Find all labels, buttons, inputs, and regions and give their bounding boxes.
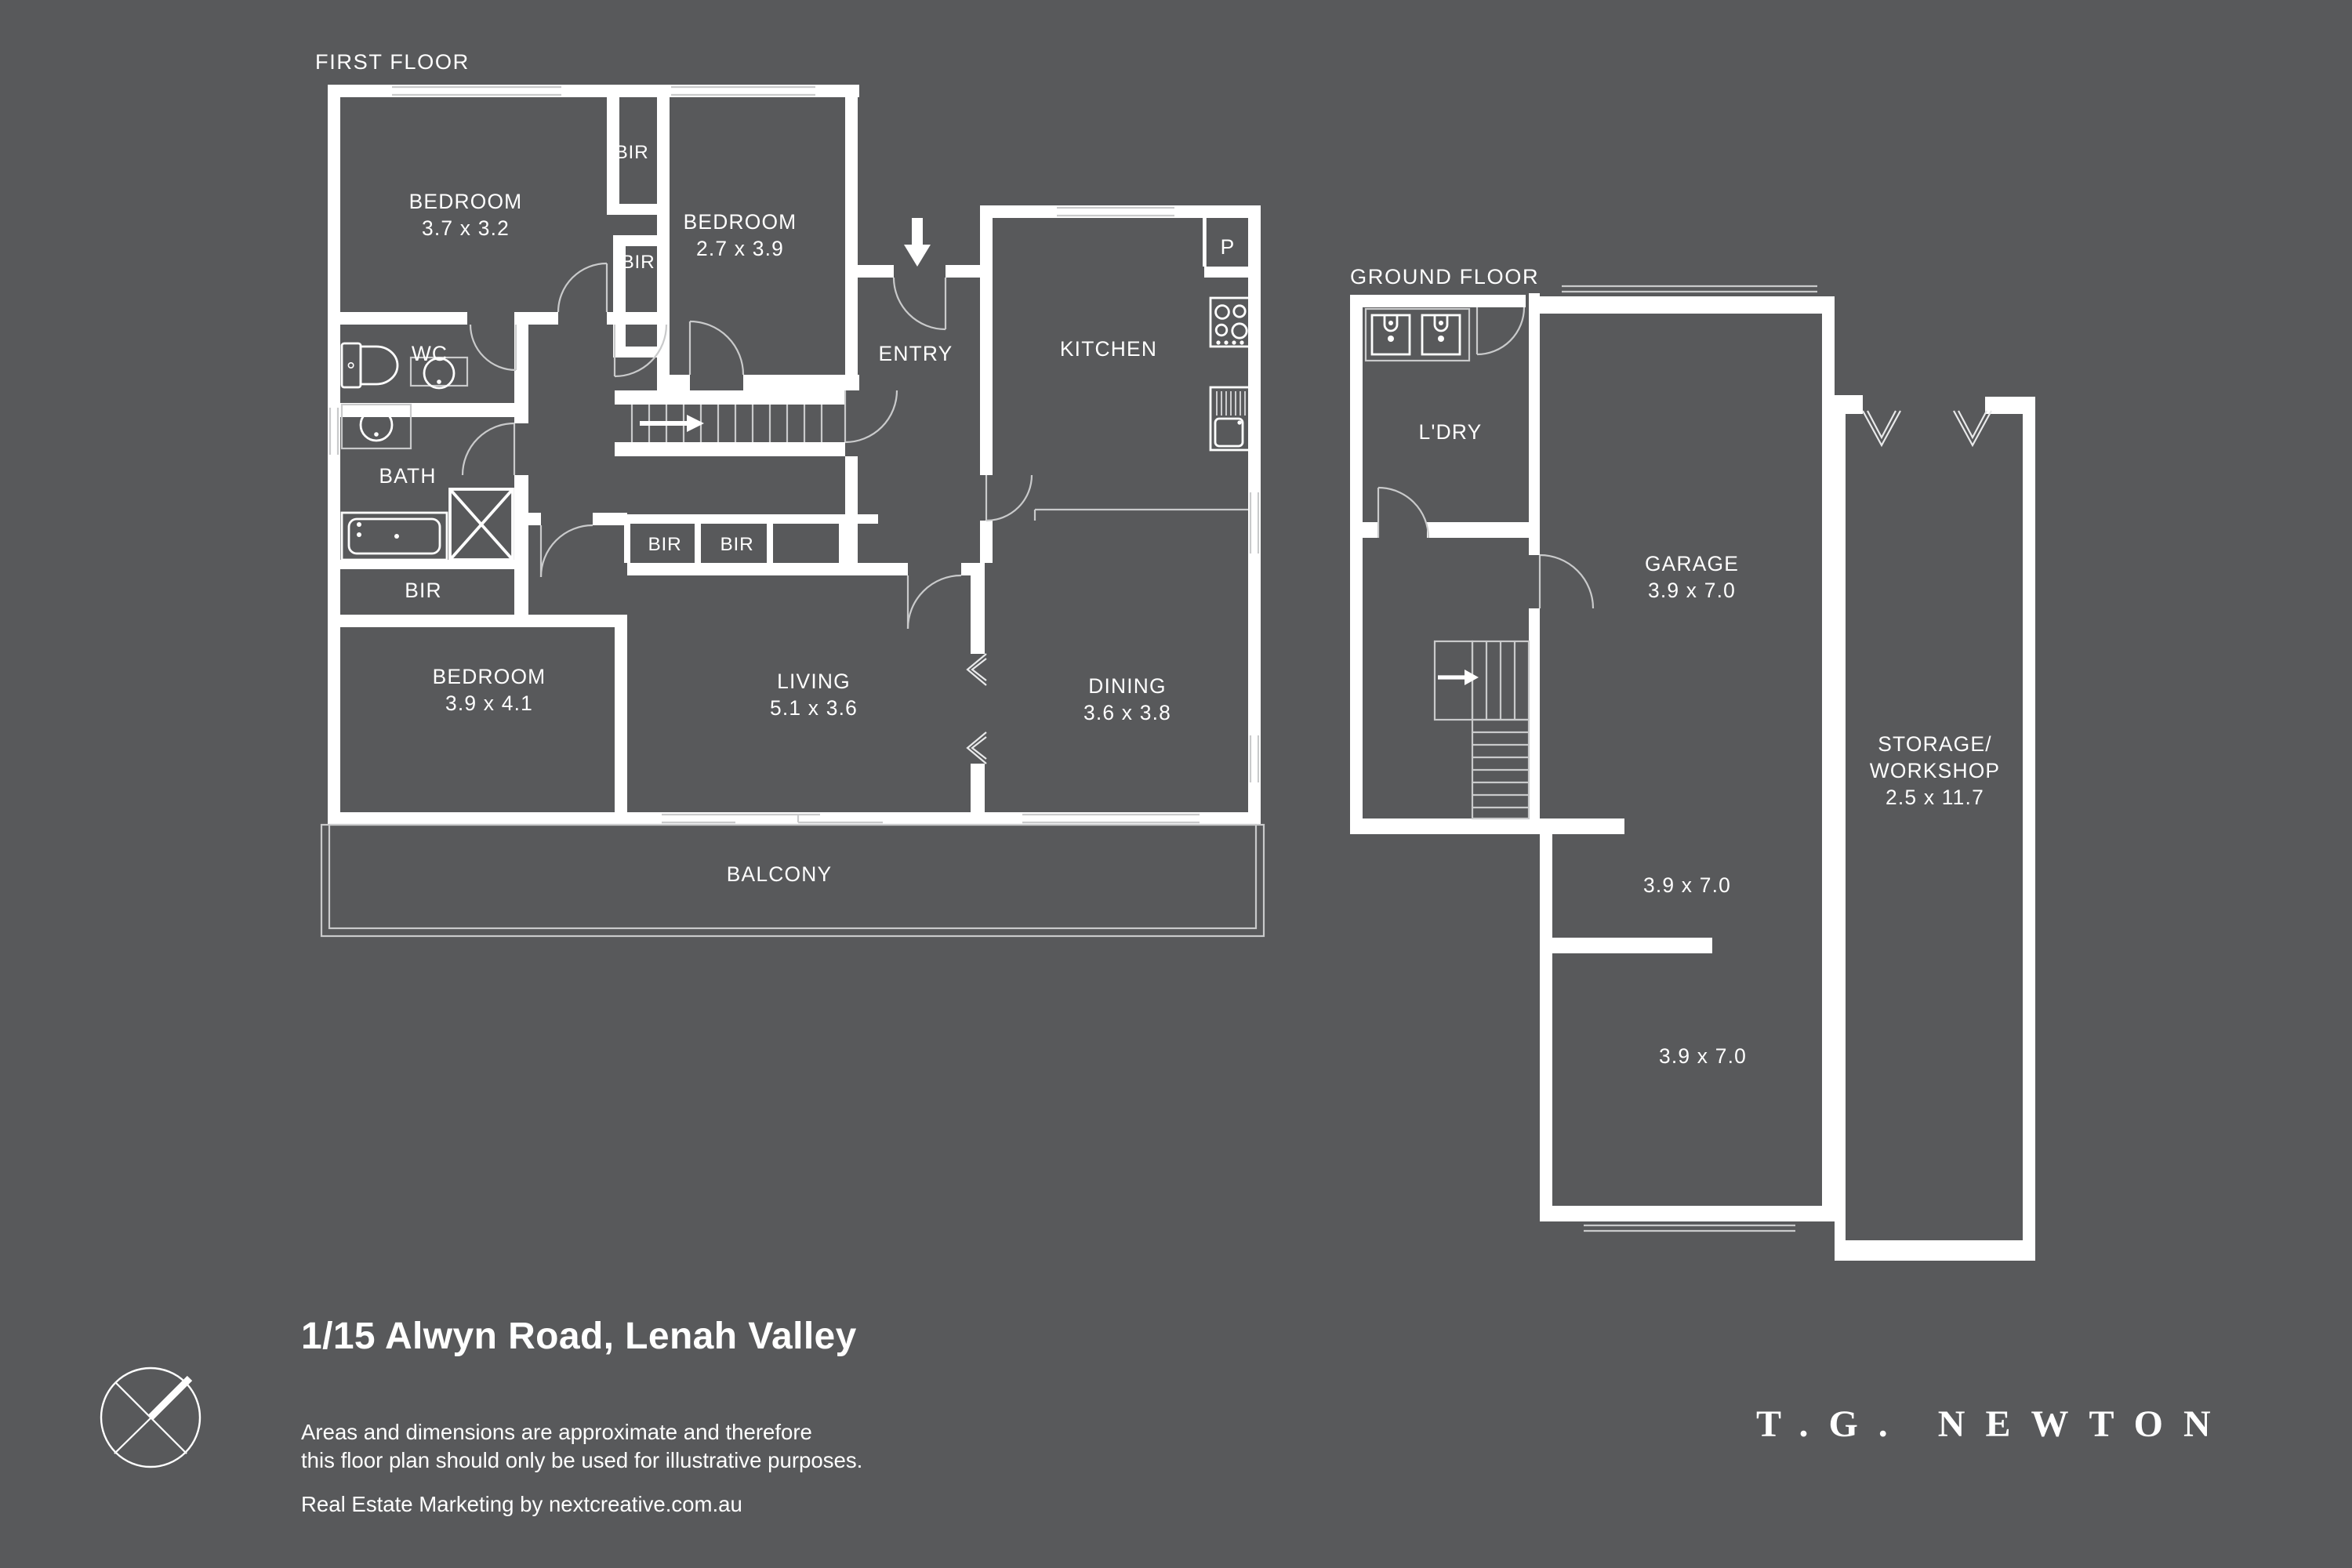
ground-floor-title: GROUND FLOOR	[1350, 264, 1540, 289]
bathtub-icon	[342, 513, 447, 560]
folding-door-chevrons	[967, 654, 986, 764]
room-label-bir-mid: BIR	[621, 252, 655, 273]
kitchen-sink-icon	[1210, 387, 1251, 450]
room-dims-bay2: 3.9 x 7.0	[1658, 1044, 1748, 1068]
room-label-storage-2: WORKSHOP	[1869, 759, 2001, 782]
room-dims-bedroom2: 2.7 x 3.9	[695, 237, 785, 260]
room-dims-dining: 3.6 x 3.8	[1083, 701, 1172, 724]
shower-icon	[450, 489, 513, 560]
first-floor-stairs	[632, 405, 822, 442]
compass-icon	[101, 1368, 200, 1467]
room-label-laundry: L'DRY	[1418, 420, 1483, 444]
room-label-bath: BATH	[379, 464, 437, 488]
room-label-bir-hall-b: BIR	[720, 534, 754, 555]
stove-icon	[1210, 298, 1251, 347]
ground-floor-plan	[1350, 264, 2035, 1261]
room-dims-storage: 2.5 x 11.7	[1886, 786, 1984, 809]
room-label-garage: GARAGE	[1644, 552, 1740, 575]
first-floor-title: FIRST FLOOR	[315, 49, 470, 74]
laundry-tub-icon	[1422, 315, 1460, 354]
room-dims-bedroom1: 3.7 x 3.2	[421, 216, 510, 240]
room-label-bir-top: BIR	[615, 142, 649, 163]
brand-logo: T.G. NEWTON	[1756, 1403, 2231, 1445]
room-label-storage-1: STORAGE/	[1878, 732, 1992, 756]
room-label-balcony: BALCONY	[726, 862, 833, 886]
laundry-tub-icon	[1372, 315, 1410, 354]
laundry-tub-icons	[1366, 309, 1469, 361]
room-label-bedroom1: BEDROOM	[408, 190, 523, 213]
room-dims-living: 5.1 x 3.6	[769, 696, 858, 720]
toilet-icon	[342, 343, 397, 387]
room-label-bir-hall-a: BIR	[648, 534, 682, 555]
disclaimer-line2: this floor plan should only be used for illustrative purposes.	[301, 1448, 863, 1472]
footer	[101, 1316, 2231, 1516]
room-dims-bay1: 3.9 x 7.0	[1642, 873, 1732, 897]
address: 1/15 Alwyn Road, Lenah Valley	[301, 1316, 857, 1357]
room-label-pantry: P	[1220, 235, 1236, 259]
room-label-bedroom2: BEDROOM	[683, 210, 797, 234]
ground-floor-stairs	[1435, 641, 1529, 818]
first-floor-plan	[315, 49, 1264, 936]
room-label-bir-bath: BIR	[405, 579, 442, 602]
entry-arrow-icon	[904, 218, 931, 267]
room-dims-garage: 3.9 x 7.0	[1647, 579, 1737, 602]
room-label-dining: DINING	[1088, 674, 1167, 698]
room-label-entry: ENTRY	[878, 342, 953, 365]
room-label-wc: WC	[411, 342, 448, 365]
marketing-credit: Real Estate Marketing by nextcreative.com.au	[301, 1492, 742, 1516]
disclaimer-line1: Areas and dimensions are approximate and therefore	[301, 1420, 812, 1444]
room-dims-bedroom3: 3.9 x 4.1	[445, 691, 534, 715]
room-label-living: LIVING	[777, 670, 851, 693]
room-label-bedroom3: BEDROOM	[432, 665, 546, 688]
garage-roller-doors	[1562, 286, 1817, 1231]
storage-door-v-marks	[1863, 411, 1991, 445]
room-label-kitchen: KITCHEN	[1059, 337, 1158, 361]
